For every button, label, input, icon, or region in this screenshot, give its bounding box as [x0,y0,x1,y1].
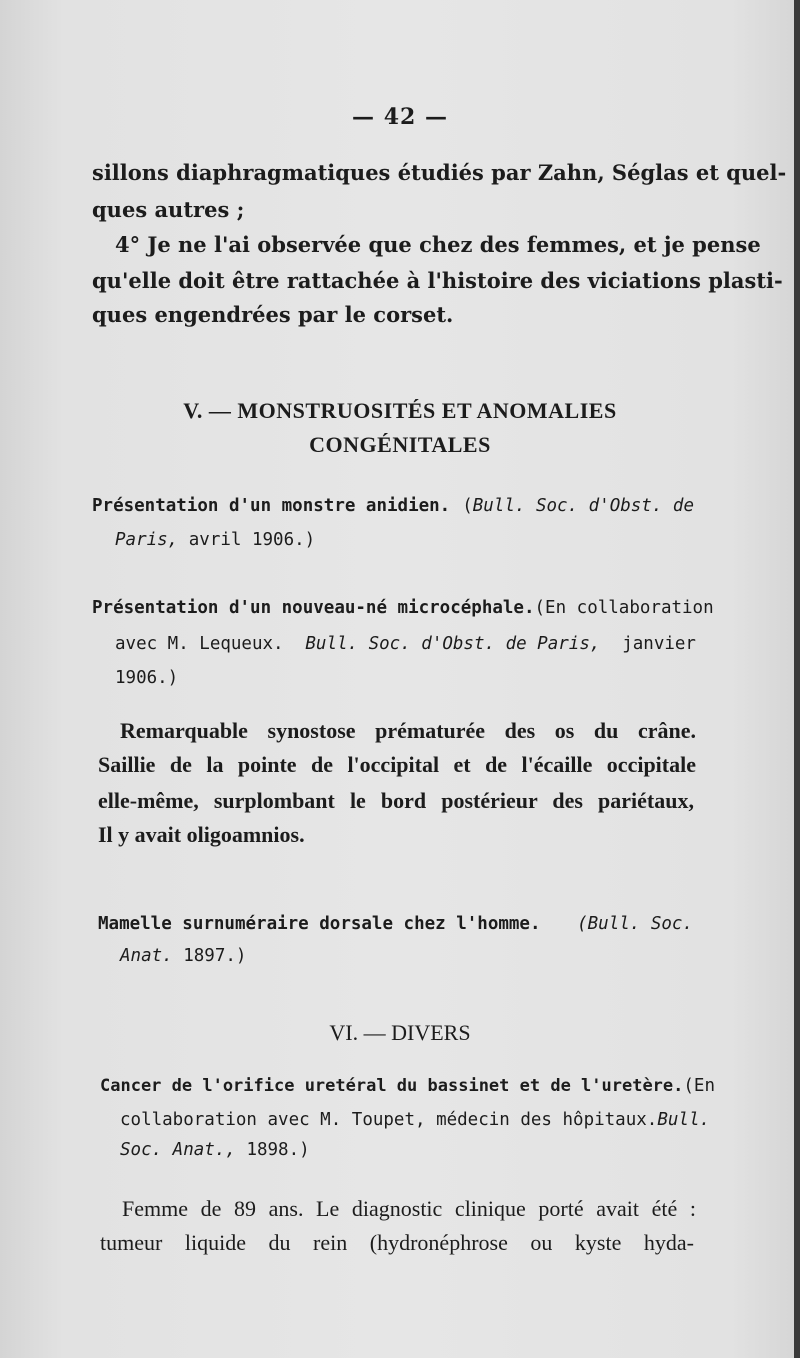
paragraph-line: Remarquable synostose prématurée des os du crâne. [120,718,696,743]
bibliography-entry [98,914,693,934]
paragraph-line: Femme de 89 ans. Le diagnostic clinique porté avait été : [122,1196,696,1221]
bibliography-entry-line [120,946,246,966]
paragraph-line: Saillie de la pointe de l'occipital et de l'écaille occipitale [98,752,696,777]
section-heading: VI. — DIVERS [329,1020,471,1045]
bibliography-entry [92,496,694,516]
journal-ref: Soc. Anat., [120,1140,236,1160]
paragraph-line: elle-même, surplombant le bord postérieur des pariétaux, [98,788,694,813]
entry-title: Présentation d'un monstre anidien. [92,496,451,516]
paragraph-line: ques autres ; [92,197,245,222]
page-edge [794,0,800,1358]
bibliography-entry-line: 1906.) [115,668,179,688]
journal-ref: (Bull. Soc. [577,914,693,934]
ref-authors: collaboration avec M. Toupet, médecin des hôpitaux. [120,1110,658,1130]
journal-ref: Bull. [657,1110,711,1130]
ref-date: janvier [622,634,696,654]
section-heading: V. — MONSTRUOSITÉS ET ANOMALIES [183,398,617,423]
entry-title: Présentation d'un nouveau-né microcéphale. [92,598,535,618]
paragraph-line: tumeur liquide du rein (hydronéphrose ou kyste hyda- [100,1230,694,1255]
bibliography-entry-line [120,1110,711,1130]
bibliography-entry-line [120,1140,310,1160]
journal-ref: Paris, [115,530,179,550]
section-heading: CONGÉNITALES [309,432,491,457]
ref-authors: avec M. Lequeux. [115,634,284,654]
entry-title: Cancer de l'orifice uretéral du bassinet et de l'uretère. [100,1076,684,1096]
ref-date: 1898.) [235,1140,310,1160]
bibliography-entry [100,1076,715,1096]
ref-intro: (En [683,1076,715,1096]
paragraph-line: Il y avait oligoamnios. [98,822,305,847]
ref-intro: (En collaboration [534,598,714,618]
bibliography-entry [92,598,714,618]
journal-ref: Bull. Soc. d'Obst. de [472,496,694,516]
bibliography-entry-line [115,634,696,654]
bibliography-entry-line [115,530,315,550]
entry-title: Mamelle surnuméraire dorsale chez l'homme. [98,914,541,934]
journal-ref: Anat. [120,946,173,966]
paragraph-line: sillons diaphragmatiques étudiés par Zahn, Séglas et quel- [92,160,787,185]
journal-ref: Bull. Soc. d'Obst. de Paris, [305,634,601,654]
ref-date: 1897.) [172,946,247,966]
paragraph-line: 4° Je ne l'ai observée que chez des femmes, et je pense [115,232,761,257]
paragraph-line: qu'elle doit être rattachée à l'histoire des viciations plasti- [92,268,783,293]
ref-date: avril 1906.) [178,530,316,550]
ref-paren: ( [462,496,473,516]
paragraph-line: ques engendrées par le corset. [92,302,454,327]
page-number: — 42 — [352,104,448,130]
